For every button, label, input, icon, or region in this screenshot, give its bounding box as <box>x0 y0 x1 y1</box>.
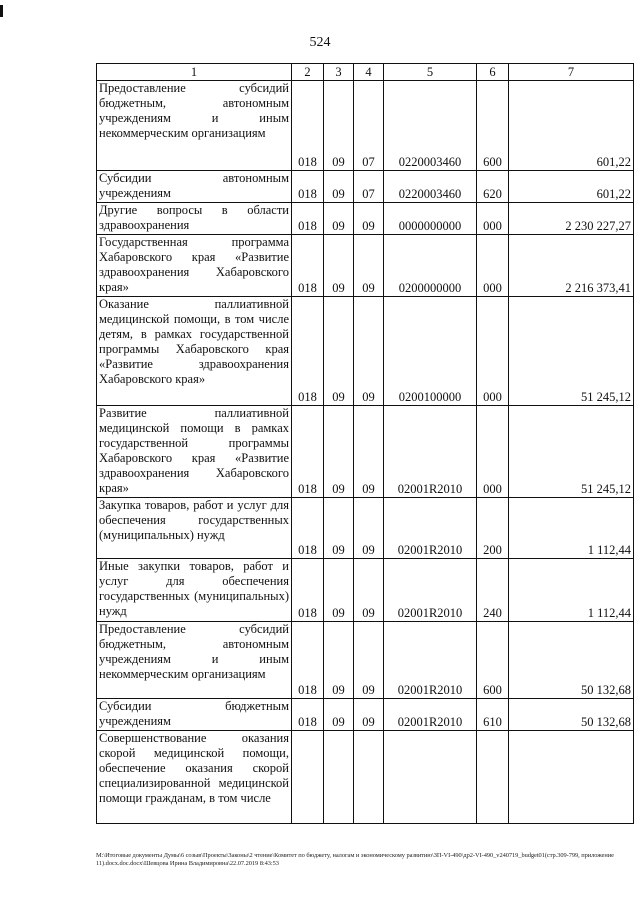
row-name: Иные закупки товаров, работ и услуг для обеспечения государственных (муниципальных) нужд <box>97 559 292 622</box>
row-col2: 018 <box>292 235 324 297</box>
table-row <box>97 559 634 622</box>
document-footer-path: M:\Итоговые документы Думы\6 созыв\Проекты\Законы\2 чтение\Комитет по бюджету, налогам и экономическому развитию\ЗП-VI-490\др2-VI-490_v240719_budget01(стр.309-799, приложение 11).docx.doc.docx\Шевцова Ирина Владимировна\22.07.2019 8:43:53 <box>96 852 614 867</box>
table-row <box>97 731 634 824</box>
row-col2: 018 <box>292 297 324 406</box>
budget-table <box>96 63 634 824</box>
table-row <box>97 297 634 406</box>
table-row <box>97 235 634 297</box>
row-col3: 09 <box>324 699 354 731</box>
row-col2: 018 <box>292 171 324 203</box>
row-col6: 000 <box>477 235 509 297</box>
table-header-row <box>97 64 634 81</box>
row-amount: 601,22 <box>509 81 634 171</box>
row-col4: 09 <box>354 297 384 406</box>
row-name: Совершенствование оказания скорой медицинской помощи, обеспечение оказания скорой специализированной медицинской помощи гражданам, в том числе <box>97 731 292 824</box>
row-amount <box>509 731 634 824</box>
page-edge-mark <box>0 5 3 17</box>
row-amount: 50 132,68 <box>509 699 634 731</box>
table-row <box>97 498 634 559</box>
row-col4: 09 <box>354 559 384 622</box>
row-amount: 2 230 227,27 <box>509 203 634 235</box>
row-name: Закупка товаров, работ и услуг для обеспечения государственных (муниципальных) нужд <box>97 498 292 559</box>
row-col6: 600 <box>477 622 509 699</box>
page-number: 524 <box>309 35 331 50</box>
row-col4: 09 <box>354 699 384 731</box>
row-name: Другие вопросы в области здравоохранения <box>97 203 292 235</box>
row-col5: 02001R2010 <box>384 699 477 731</box>
row-name: Развитие паллиативной медицинской помощи в рамках государственной программы Хабаровского края «Развитие здравоохранения Хабаровского края» <box>97 406 292 498</box>
table-row <box>97 699 634 731</box>
table-row <box>97 622 634 699</box>
row-col2: 018 <box>292 203 324 235</box>
row-col6: 620 <box>477 171 509 203</box>
row-col6: 200 <box>477 498 509 559</box>
row-col3: 09 <box>324 203 354 235</box>
row-col3: 09 <box>324 498 354 559</box>
header-col-3: 3 <box>324 64 354 81</box>
row-col5: 02001R2010 <box>384 406 477 498</box>
row-col5: 0220003460 <box>384 81 477 171</box>
header-col-5: 5 <box>384 64 477 81</box>
row-col4: 09 <box>354 406 384 498</box>
row-amount: 601,22 <box>509 171 634 203</box>
row-col4: 07 <box>354 81 384 171</box>
row-col2: 018 <box>292 498 324 559</box>
row-col5: 0000000000 <box>384 203 477 235</box>
row-col6: 240 <box>477 559 509 622</box>
row-col4: 07 <box>354 171 384 203</box>
row-col2: 018 <box>292 699 324 731</box>
row-col6 <box>477 731 509 824</box>
row-col5 <box>384 731 477 824</box>
row-col5: 0200000000 <box>384 235 477 297</box>
row-col2: 018 <box>292 559 324 622</box>
row-col6: 000 <box>477 406 509 498</box>
row-amount: 51 245,12 <box>509 406 634 498</box>
row-col2: 018 <box>292 406 324 498</box>
row-col6: 000 <box>477 297 509 406</box>
table-row <box>97 203 634 235</box>
row-col4: 09 <box>354 498 384 559</box>
row-col4: 09 <box>354 203 384 235</box>
row-col3: 09 <box>324 559 354 622</box>
row-col5: 0220003460 <box>384 171 477 203</box>
row-col3: 09 <box>324 171 354 203</box>
row-col6: 610 <box>477 699 509 731</box>
row-col6: 600 <box>477 81 509 171</box>
header-col-1: 1 <box>97 64 292 81</box>
row-col5: 02001R2010 <box>384 559 477 622</box>
row-col4 <box>354 731 384 824</box>
row-col3 <box>324 731 354 824</box>
row-name: Субсидии бюджетным учреждениям <box>97 699 292 731</box>
table-row <box>97 406 634 498</box>
row-col3: 09 <box>324 622 354 699</box>
row-name: Предоставление субсидий бюджетным, автономным учреждениям и иным некоммерческим организациям <box>97 81 292 171</box>
row-col6: 000 <box>477 203 509 235</box>
row-amount: 2 216 373,41 <box>509 235 634 297</box>
header-col-7: 7 <box>509 64 634 81</box>
row-col4: 09 <box>354 622 384 699</box>
table-row <box>97 171 634 203</box>
header-col-6: 6 <box>477 64 509 81</box>
row-amount: 50 132,68 <box>509 622 634 699</box>
row-col2: 018 <box>292 81 324 171</box>
row-col3: 09 <box>324 235 354 297</box>
header-col-2: 2 <box>292 64 324 81</box>
row-col5: 0200100000 <box>384 297 477 406</box>
row-name: Государственная программа Хабаровского края «Развитие здравоохранения Хабаровского края» <box>97 235 292 297</box>
row-amount: 1 112,44 <box>509 498 634 559</box>
row-col4: 09 <box>354 235 384 297</box>
row-col3: 09 <box>324 81 354 171</box>
table-row <box>97 81 634 171</box>
row-col5: 02001R2010 <box>384 622 477 699</box>
row-col5: 02001R2010 <box>384 498 477 559</box>
row-amount: 51 245,12 <box>509 297 634 406</box>
row-col3: 09 <box>324 406 354 498</box>
row-name: Предоставление субсидий бюджетным, автономным учреждениям и иным некоммерческим организациям <box>97 622 292 699</box>
row-name: Субсидии автономным учреждениям <box>97 171 292 203</box>
row-col2: 018 <box>292 622 324 699</box>
row-col3: 09 <box>324 297 354 406</box>
header-col-4: 4 <box>354 64 384 81</box>
row-amount: 1 112,44 <box>509 559 634 622</box>
row-name: Оказание паллиативной медицинской помощи, в том числе детям, в рамках государственной программы Хабаровского края «Развитие здравоохранения Хабаровского края» <box>97 297 292 406</box>
row-col2 <box>292 731 324 824</box>
